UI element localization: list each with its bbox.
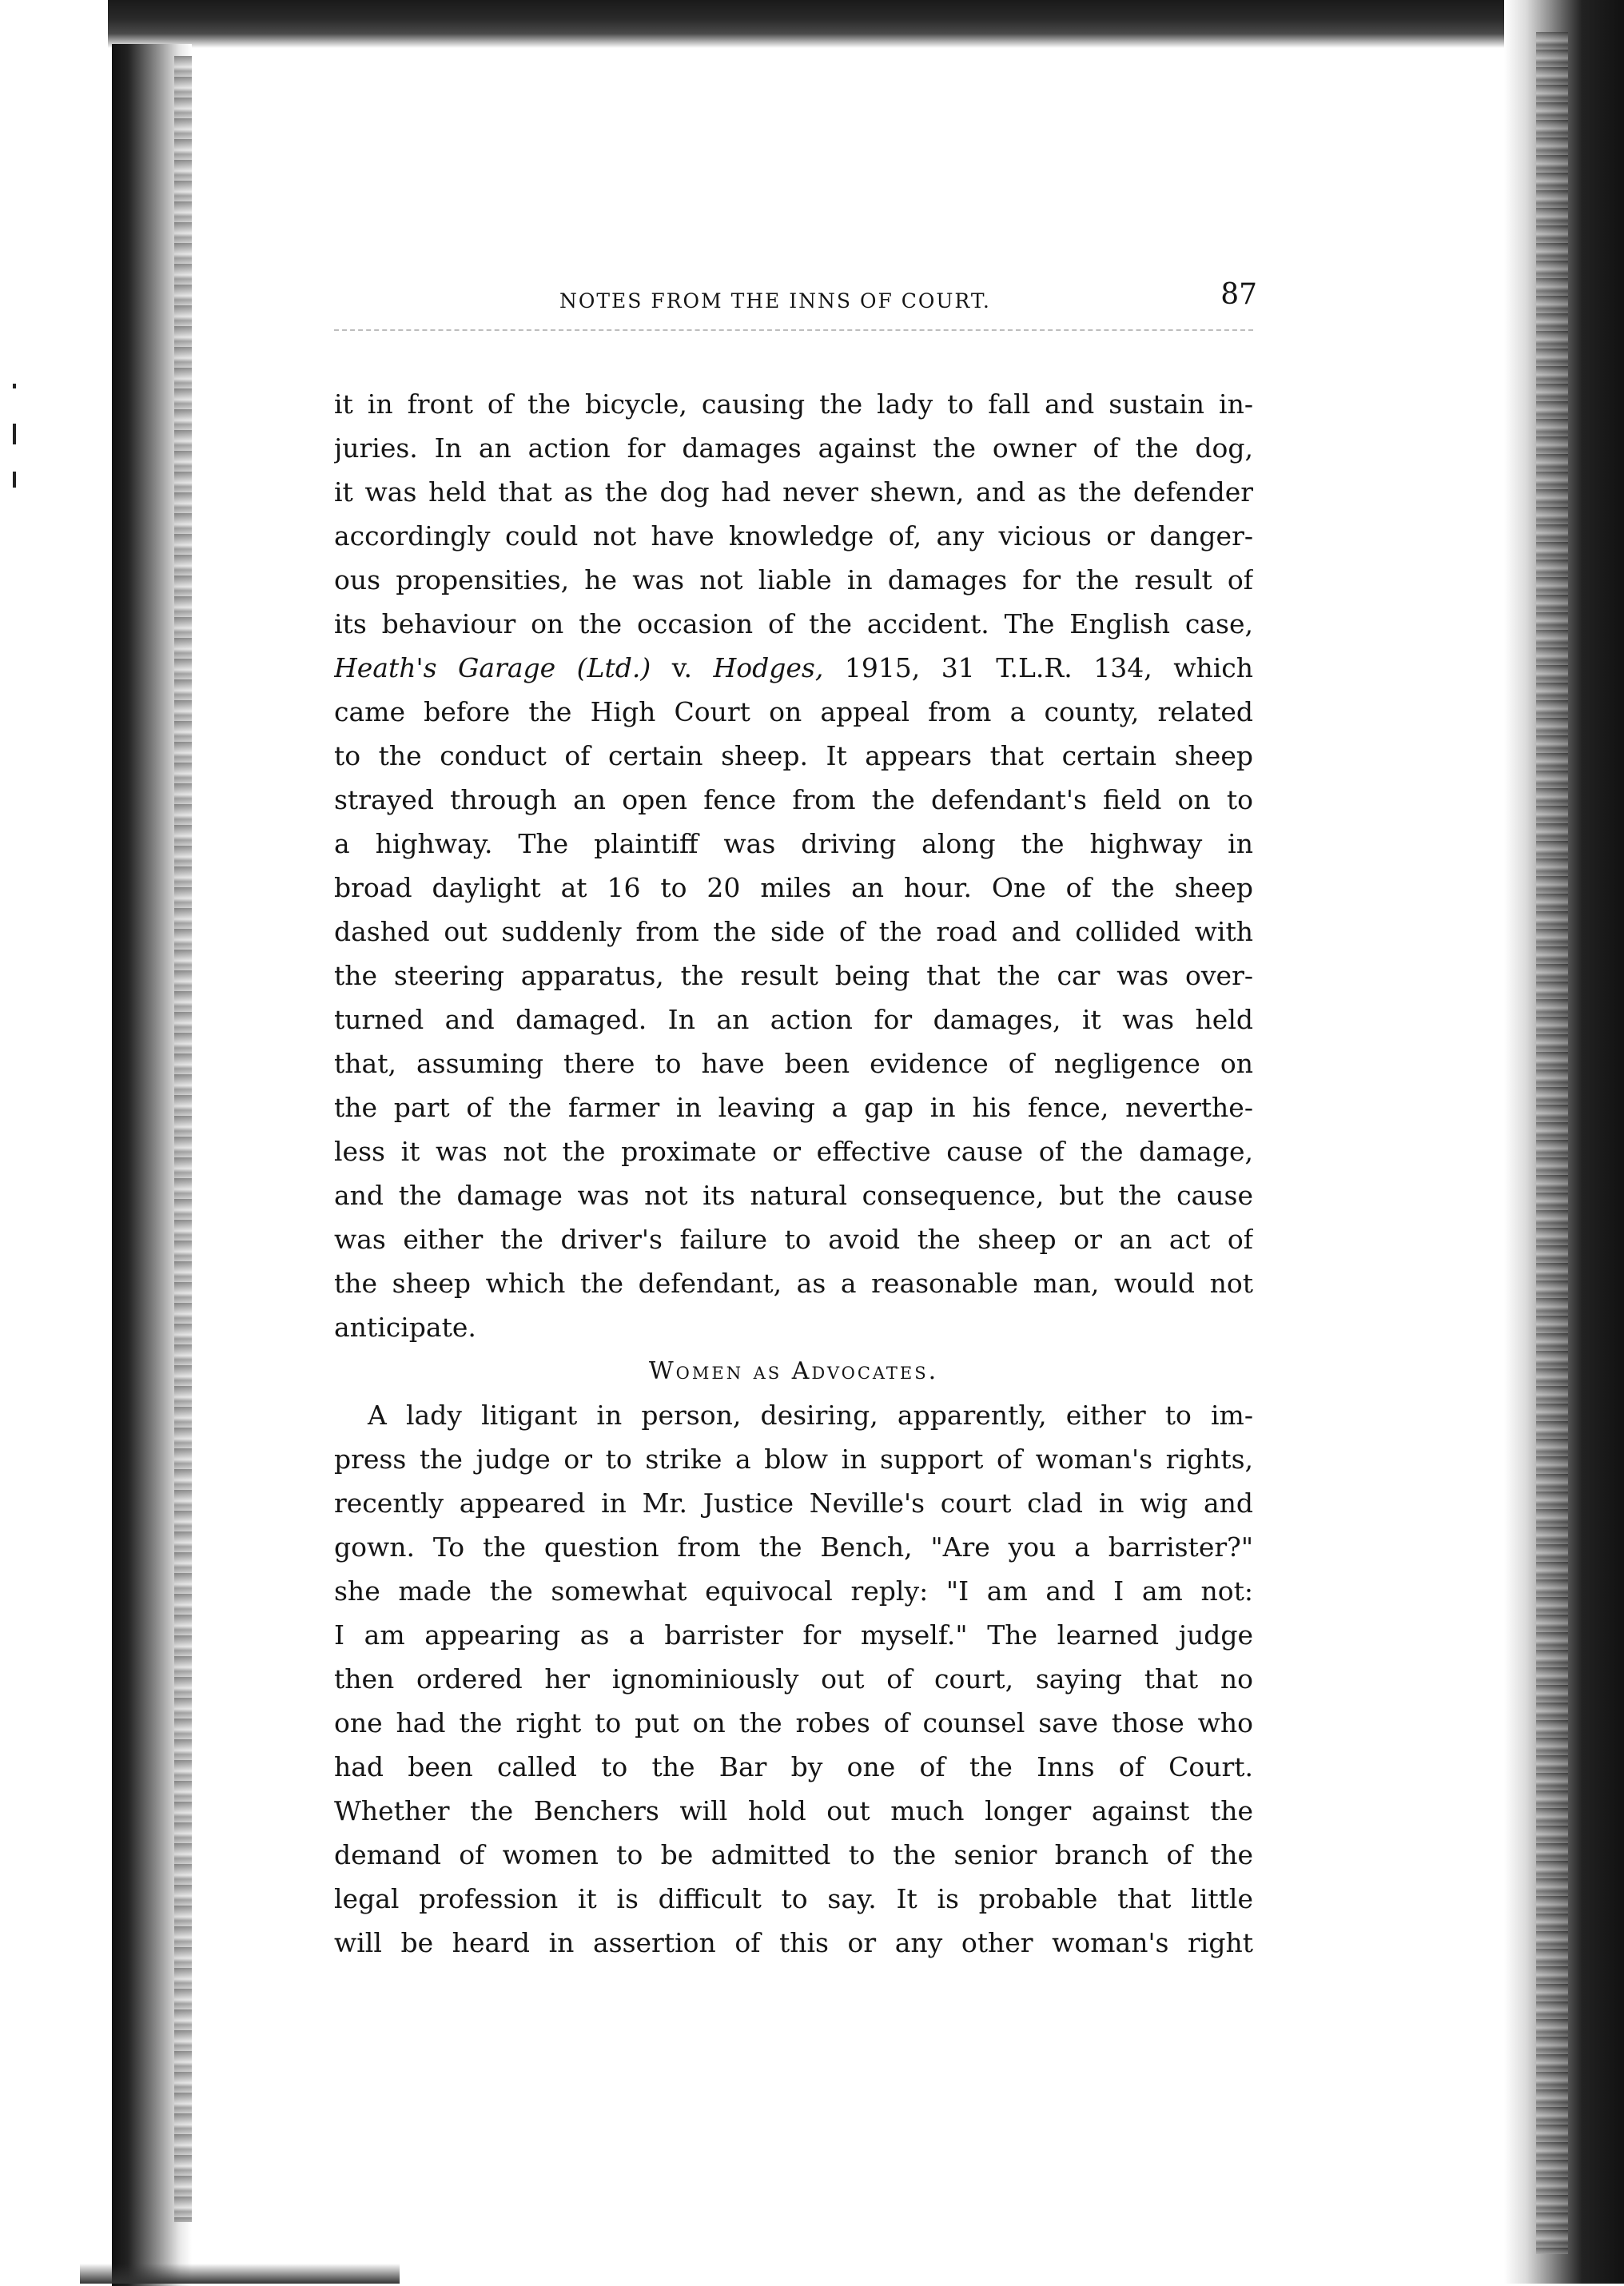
book-page [334, 272, 1257, 1965]
text-line: the steering apparatus, the result being that the car was over- [334, 960, 1253, 991]
text-line: dashed out suddenly from the side of the road and collided with [334, 916, 1253, 947]
paragraph-sheep-case [334, 382, 1253, 1349]
text-line: gown. To the question from the Bench, "Are you a barrister?" [334, 1531, 1253, 1563]
case-versus: v. [651, 652, 714, 683]
text-line: will be heard in assertion of this or any other woman's right [334, 1927, 1253, 1958]
header-rule [334, 329, 1253, 331]
text-line: that, assuming there to have been evidence of negligence on [334, 1048, 1253, 1079]
running-head [334, 272, 1257, 320]
running-title: NOTES FROM THE INNS OF COURT. [559, 289, 991, 313]
scan-edge-top [108, 0, 1602, 48]
text-line: the part of the farmer in leaving a gap in his fence, neverthe- [334, 1092, 1253, 1123]
text-line: came before the High Court on appeal from a county, related [334, 696, 1253, 727]
text-line: I am appearing as a barrister for myself." The learned judge [334, 1619, 1253, 1651]
case-citation: 1915, 31 T.L.R. 134, which [823, 652, 1253, 683]
text-line: it in front of the bicycle, causing the lady to fall and sustain in- [334, 388, 1253, 420]
margin-marks [10, 384, 19, 496]
page-number: 87 [1220, 278, 1257, 311]
case-name-italic: Hodges, [713, 652, 824, 683]
paragraph-women-advocates [334, 1393, 1253, 1965]
text-line: it was held that as the dog had never shewn, and as the defender [334, 476, 1253, 508]
text-line: was either the driver's failure to avoid the sheep or an act of [334, 1224, 1253, 1255]
text-line: turned and damaged. In an action for damages, it was held [334, 1004, 1253, 1035]
text-line: Whether the Benchers will hold out much longer against the [334, 1795, 1253, 1826]
text-line: less it was not the proximate or effective cause of the damage, [334, 1136, 1253, 1167]
text-line: to the conduct of certain sheep. It appears that certain sheep [334, 740, 1253, 771]
scan-spine-texture [174, 56, 192, 2222]
text-line: one had the right to put on the robes of counsel save those who [334, 1707, 1253, 1738]
section-heading: Women as Advocates. [648, 1357, 939, 1385]
scan-edge-bottom [80, 2264, 400, 2284]
text-line: ous propensities, he was not liable in damages for the result of [334, 564, 1253, 595]
text-line: its behaviour on the occasion of the accident. The English case, [334, 608, 1253, 639]
text-line: then ordered her ignominiously out of court, saying that no [334, 1663, 1253, 1695]
text-line: press the judge or to strike a blow in support of woman's rights, [334, 1444, 1253, 1475]
text-line: legal profession it is difficult to say. It is probable that little [334, 1883, 1253, 1914]
text-line: a highway. The plaintiff was driving along the highway in [334, 828, 1253, 859]
text-line-case-citation [334, 646, 1253, 690]
text-line: she made the somewhat equivocal reply: "I am and I am not: [334, 1575, 1253, 1607]
text-line: juries. In an action for damages against the owner of the dog, [334, 432, 1253, 464]
text-line: A lady litigant in person, desiring, apparently, either to im- [368, 1400, 1253, 1431]
text-line: broad daylight at 16 to 20 miles an hour. One of the sheep [334, 872, 1253, 903]
text-line: accordingly could not have knowledge of, any vicious or danger- [334, 520, 1253, 552]
text-line: the sheep which the defendant, as a reasonable man, would not [334, 1268, 1253, 1299]
body-text [334, 382, 1253, 1965]
text-line: had been called to the Bar by one of the Inns of Court. [334, 1751, 1253, 1782]
text-line: strayed through an open fence from the defendant's field on to [334, 784, 1253, 815]
scan-right-texture [1536, 32, 1568, 2254]
case-name-italic: Heath's Garage (Ltd.) [334, 652, 651, 683]
text-line: recently appeared in Mr. Justice Neville's court clad in wig and [334, 1487, 1253, 1519]
text-line: demand of women to be admitted to the senior branch of the [334, 1839, 1253, 1870]
text-line: anticipate. [334, 1312, 476, 1343]
text-line: and the damage was not its natural consequence, but the cause [334, 1180, 1253, 1211]
